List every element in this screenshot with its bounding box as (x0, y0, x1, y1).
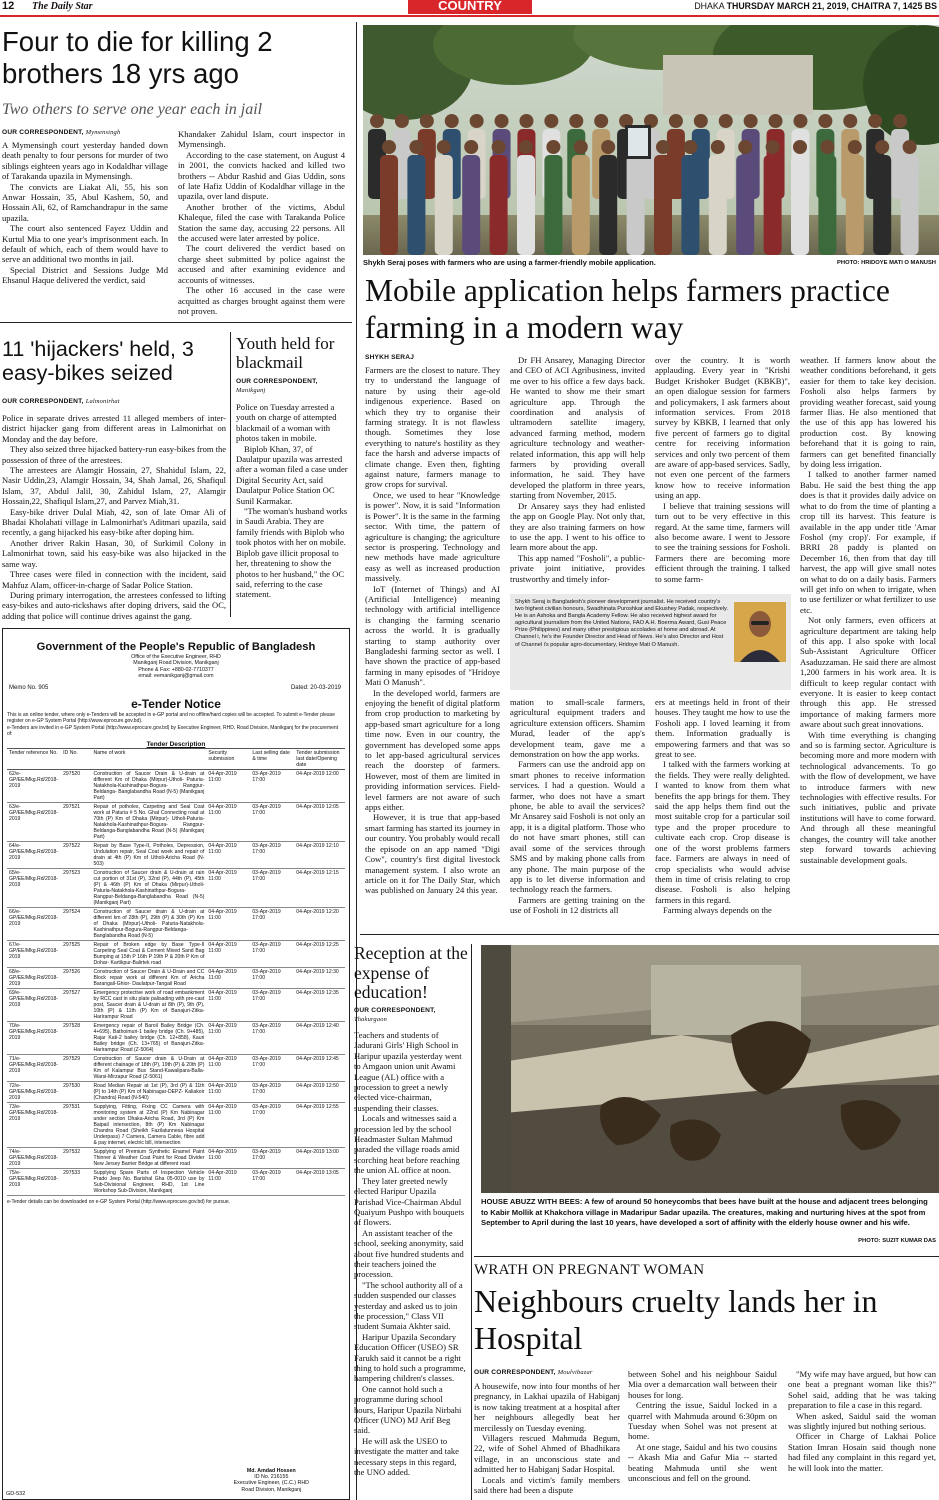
a4-col2b: mation to small-scale farmers, agricultural equipment traders and agriculture extension officers. Shamim Murad, leader of the app's development team, gave me a demonstration on how the app works. Farmers can use the android app on smart phones to receive information services. I had a question. Would a farmer, who does not have a smart phone, be able to avail the services? Mr Ansarey said Fosholi is not only an app, it is a digital platform. Those who do not have smart phones, still can avail some of the services through SMS and by making phone calls from any phone. The main purpose of the app is to let diverse information and technology reach the farmers. Farmers are getting training on the use of Fosholi in 12 districts all (510, 697, 645, 916)
person-silhouette (435, 155, 453, 255)
farmers-group-photo (363, 25, 939, 255)
tender-cell: 03-Apr-2019 17:00 (250, 989, 294, 1022)
person-head (793, 114, 807, 128)
tender-cell: 04-Apr-2019 12:30 (294, 968, 345, 989)
tender-cell: Repair by Base Type-II, Potholes, Depression, Undulation repair, Seal Coat woek and repair of drain at 4th (P) Km of Utholi-Aricha Road (N-503) (93, 843, 205, 867)
tender-cell: 04-Apr-2019 11:00 (206, 989, 250, 1022)
tender-cell: 70/e-GP/EE/Mkg.Rd/2018-2019 (7, 1022, 61, 1055)
person-head (601, 140, 615, 154)
person-head (848, 140, 862, 154)
person-head (683, 140, 697, 154)
person-silhouette (544, 155, 562, 255)
tender-gov: Government of the People's Republic of Bangladesh (36, 641, 316, 653)
tender-cell: 04-Apr-2019 12:55 (294, 1103, 345, 1148)
tender-row (7, 1082, 345, 1103)
person-head (594, 114, 608, 128)
tender-cell: 03-Apr-2019 17:00 (250, 770, 294, 803)
a4-col2: Dr FH Ansarey, Managing Director and CEO of ACI Agribusiness, invited me over to his office a few days back. He wanted to show me their smart agriculture app. Through the coordination and analysis of ultramodern satellite imagery, advanced farming method, modern agriculture technology and weather-related information, this app will help farmers by providing overall information, he said. They have developed the platform in three years, starting from November, 2015. Dr Ansarey says they had enlisted the app on Google Play. Not only that, they are also training farmers on how to use the app. I went to his office to learn more about the app. This app named "Fosholi", a public-private joint initiative, provides trustworthy and timely infor- (510, 355, 645, 584)
tender-cell: 297532 (61, 1148, 91, 1169)
a2-headline: 11 'hijackers' held, 3 easy-bikes seized (2, 337, 194, 385)
tender-cell: 63/e-GP/EE/Mkg.Rd/2018-2019 (7, 803, 61, 842)
tender-table: Tender reference No. ID No. Name of work Security submission Last selling date & time Tender submission last date/Opening date 62/e-GP/EE/Mkg.Rd/2018-2019 297520 Construction of Saucer Drain & U-drain at different Km of Dhaka (Mirpur)-Utholi- Paturia-Natakhola-Kashinathpur-Bogura- Rangpur- Beldanga- Banglabandha Road (N-5) (Manikganj Part) 04-Apr-2019 11:00 03-Apr-2019 17:00 04-Apr-2019 12:00 63/e-GP/EE/Mkg.Rd/2018-2019 297521 Repair of potholes, Carpeting and Seal Coat work at Paturia # 5 No. Ghat Connecting road at 70th (P) Km of Dhaka (Mirpur)- Utholi-Paturia-Natakhola-Kashinathpur-Bogura- Rangpur- Beldanga-Banglabandha Road (N-5) (Manikganj Part) 04-Apr-2019 11:00 03-Apr-2019 17:00 04-Apr-2019 12:05 64/e-GP/EE/Mkg.Rd/2018-2019 297522 Repair by Base Type-II, Potholes, Depression, Undulation repair, Seal Coat woek and repair of drain at 4th (P) Km of Utholi-Aricha Road (N-503) 04-Apr-2019 11:00 03-Apr-2019 17:00 04-Apr-2019 12:10 65/e-GP/EE/Mkg.Rd/2018-2019 297523 Construction of Saucer drain & U-drain at rain cut portion of 31st (P), 32nd (P), 44th (P), 45th (P) & 46th (P) Km of Dhaka (Mirpur)-Utholi-Paturia-Natakhola-Kashinathpur-Bogura-Rangpur-Beldanga-Banglabandha Road (N-5) (Manikganj Part) 04-Apr-2019 11:00 03-Apr-2019 17:00 04-Apr-2019 12:15 66/e-GP/EE/Mkg.Rd/2018-2019 297524 Construction of Saucer drain & U-drain at different km of 28th (P), 29th (P) & 30th (P) Km of Dhaka (Mirpur)-Utholi- Paturia-Natakhola- Kashinathpur-Bogura-Rangpur-Beldanga-Banglabandha Road (N-5) 04-Apr-2019 11:00 03-Apr-2019 17:00 04-Apr-2019 12:20 67/e-GP/EE/Mkg.Rd/2018-2019 297525 Repair of Broken edge by Base Type-II Carpeting Seal Coat & Cement Mixed Sand Bag Bumping at 15th P 16th P 19th P & 20th P Km of Dohar- Kartikpur-Balirtek road 04-Apr-2019 11:00 03-Apr-2019 17:00 04-Apr-2019 12:25 68/e-GP/EE/Mkg.Rd/2018-2019 297526 Construction of Saucer Drain & U-Drain and CC Block repair work at different Km of Aricha Barangail-Ghior- Daulatpur-Tangail Road 04-Apr-2019 11:00 03-Apr-2019 17:00 04-Apr-2019 12:30 69/e-GP/EE/Mkg.Rd/2018-2019 297527 Emergency protective work of road embankment by RCC cast in situ plate palisading with pre-cast post, Saucer drain & U-drain at 8th (P), 9th (P), 10th (P) & 11th (P) Km of Banajuri-Zitka-Harirampur Road 04-Apr-2019 11:00 03-Apr-2019 17:00 04-Apr-2019 12:35 70/e-GP/EE/Mkg.Rd/2018-2019 297528 Emergency repair of Baroil Bailey Bridge (Ch. 4+695), Bathoimuri-1 bailey bridge (Ch. 9+485), Rajar Kati-2 bailey bridge (Ch. 12+858), Kauri Bailey bridge (Ch. 13+765) of Banajuri-Zitka- Harirampur Road (Z-5064) 04-Apr-2019 11:00 03-Apr-2019 17:00 04-Apr-2019 12:40 71/e-GP/EE/Mkg.Rd/2018-2019 297529 Construction of Saucer drain & U-Drain at different chainage of 18th (P), 19th (P) & 20th (P) Km of Kalampur Bus Stand-Kawalipara-Balla-Warsi-Mirzapur Road (Z-5061) 04-Apr-2019 11:00 03-Apr-2019 17:00 04-Apr-2019 12:45 72/e-GP/EE/Mkg.Rd/2018-2019 297530 Road Median Repair at 1st (P), 3rd (P) & 11th (P) to 14th (P) Km of Nabinagar-DEPZ- Kaliakoir (Chandra) Road (N-540) 04-Apr-2019 11:00 03-Apr-2019 17:00 04-Apr-2019 12:50 73/e-GP/EE/Mkg.Rd/2018-2019 297531 Supplying, Fitting, Fixing CC Camera with monitoring system at 22nd (P) Km Nabinagar under section Dhaka-Aricha Road, 3rd (P) Km Baipail intersection, 8th (P) Km Nabinagar Chandra Road (Sheikh Fazilatunnesa Hospital Underpass) 7 Camera, Camera Cable, fibre add & pay internet, electric bill, intersection 04-Apr-2019 11:00 03-Apr-2019 17:00 04-Apr-2019 12:55 74/e-GP/EE/Mkg.Rd/2018-2019 297532 Supplying of Premium Synthetic Enamel Paint Thinner & Weather Coat Paint for Road Divider New Jersey Barrier Bridge at different road 04-Apr-2019 11:00 03-Apr-2019 17:00 04-Apr-2019 13:00 75/e-GP/EE/Mkg.Rd/2018-2019 297533 Supplying Spare Parts of Inspection Vehicle Prado Jeep No. Barishal Gha 05-0010 use by Sub-Divisional Engineer, RHD, 1st Line Workshop Sub-Division, Manikganj 04-Apr-2019 11:00 03-Apr-2019 17:00 04-Apr-2019 13:05 (7, 748, 345, 1196)
person-head (711, 140, 725, 154)
tender-office: Office of the Executive Engineer, RHD Manikganj Road Division, Manikganj Phone & Fax: +880-02-7710377 email: eemanikganj@gmail.com (131, 654, 221, 679)
tender-row (7, 1169, 345, 1196)
tender-cell: Emergency protective work of road embankment by RCC cast in situ plate palisading with pre-cast post, Saucer drain & U-drain at 8th (P), 9th (P), 10th (P) & 11th (P) Km of Banajuri-Zitka-Harirampur Road (93, 990, 205, 1020)
paper-name: The Daily Star (32, 1, 93, 12)
a2-byline: OUR CORRESPONDENT, Lalmonirhat (2, 398, 120, 405)
section-tab (408, 0, 532, 14)
tender-cell: 297525 (61, 941, 91, 968)
tender-cell: 72/e-GP/EE/Mkg.Rd/2018-2019 (7, 1082, 61, 1103)
a4-byline: SHYKH SERAJ (365, 354, 415, 361)
person-head (470, 114, 484, 128)
a5-byline: OUR CORRESPONDENT, Thakurgaon (354, 1007, 436, 1023)
tender-row (7, 968, 345, 989)
tender-cell: 69/e-GP/EE/Mkg.Rd/2018-2019 (7, 989, 61, 1022)
dateline (694, 1, 937, 11)
tender-cell: Road Median Repair at 1st (P), 3rd (P) & 11th (P) to 14th (P) Km of Nabinagar-DEPZ- Kaliakoir (Chandra) Road (N-540) (93, 1083, 205, 1101)
tender-cell: Repair of potholes, Carpeting and Seal Coat work at Paturia # 5 No. Ghat Connecting road at 70th (P) Km of Dhaka (Mirpur)- Utholi-Paturia-Natakhola-Kashinathpur-Bogura- Rangpur- Beldanga-Banglabandha Road (N-5) (Manikganj Part) (93, 804, 205, 840)
a5-headline: Reception at the expense of education! (354, 943, 468, 1002)
person-head (903, 140, 917, 154)
a7-byline: OUR CORRESPONDENT, Moulvibazar (474, 1369, 593, 1376)
tender-cell: 03-Apr-2019 17:00 (250, 1148, 294, 1169)
person-head (766, 140, 780, 154)
dateline-local: CHAITRA 7, 1425 BS (851, 1, 937, 11)
tender-cell: 04-Apr-2019 13:00 (294, 1148, 345, 1169)
person-head (793, 140, 807, 154)
tender-cell: 297528 (61, 1022, 91, 1055)
tender-cell: 297526 (61, 968, 91, 989)
bio-text: Shykh Seraj is Bangladesh's pioneer development journalist. He received country's two highest civilian honours, Swadhinata Puroshkar and Ekushey Padak, respectively. He is an Ashoka and Bangla Academy Fellow. He also received highest award for agricultural journalism from the United Nations, FAO A.H. Boerma Award, Gusi Peace Prize (Philippines) and many other prestigious accolades at home and abroad. At Channel i, he's the Founder Director and Head of News. He's also Director and Host of Channel i's popular agro-documentary, Hridoye Mati O Manush. (515, 599, 728, 648)
person-silhouette (627, 155, 645, 255)
tender-row (7, 1103, 345, 1148)
tender-cell: 03-Apr-2019 17:00 (250, 803, 294, 842)
person-head (656, 140, 670, 154)
tender-cell: 03-Apr-2019 17:00 (250, 968, 294, 989)
tender-footer: e-Tender details can be downloaded on e-GP System Portal (http://www.eprocure.gov.bd) for pursue. (7, 1199, 230, 1205)
a4-col3b: ers at meetings held in front of their houses. They taught me how to use the Fosholi app. I loved learning it from them. Information gradually is empowering farmers and that was so great to see. I talked with the farmers working at the fields. They were really delighted. I wanted to know from them what benefits the app brings for them. They said the app helps them find out the most suitable crop for a particular soil type and the proper procedure to cultivate each crop. Crop disease is one of the worst problems farmers face. Farmers are always in need of crop specialists who would advise them in time of crisis relating to crop disease. Fosholi is also helping farmers in this regard. Farming always depends on the (655, 697, 790, 916)
tender-row (7, 803, 345, 842)
person-silhouette (791, 155, 809, 255)
person-head (719, 114, 733, 128)
person-head (464, 140, 478, 154)
person-head (519, 114, 533, 128)
farmers-photo-credit: PHOTO: HRIDOYE MATI O MANUSH (837, 260, 936, 266)
tender-row (7, 842, 345, 869)
tender-cell: Construction of Saucer drain & U-drain at different km of 28th (P), 29th (P) & 30th (P) Km of Dhaka (Mirpur)-Utholi- Paturia-Natakhola- Kashinathpur-Bogura-Rangpur-Beldanga-Banglabandha Road (N-5) (93, 909, 205, 939)
tender-cell: Supplying of Premium Synthetic Enamel Paint Thinner & Weather Coat Paint for Road Divider New Jersey Barrier Bridge at different road (93, 1149, 205, 1167)
person-silhouette (846, 155, 864, 255)
tender-cell: Construction of Saucer drain & U-Drain at different chainage of 18th (P), 19th (P) & 20th (P) Km of Kalampur Bus Stand-Kawalipara-Balla-Warsi-Mirzapur Road (Z-5061) (93, 1056, 205, 1080)
tender-cell: Construction of Saucer Drain & U-drain at different Km of Dhaka (Mirpur)-Utholi- Paturia-Natakhola-Kashinathpur-Bogura- Rangpur- Beldanga- Banglabandha Road (N-5) (Manikganj Part) (93, 771, 205, 801)
tender-cell: 297520 (61, 770, 91, 803)
tender-cell: 03-Apr-2019 17:00 (250, 1082, 294, 1103)
tender-cell: 03-Apr-2019 17:00 (250, 941, 294, 968)
tender-cell: 04-Apr-2019 11:00 (206, 1169, 250, 1196)
person-head (519, 140, 533, 154)
tender-row (7, 770, 345, 803)
tender-cell: Repair of Broken edge by Base Type-II Carpeting Seal Coat & Cement Mixed Sand Bag Bumping at 15th P 16th P 19th P & 20th P Km of Dohar- Kartikpur-Balirtek road (93, 942, 205, 966)
tender-cell: 04-Apr-2019 12:50 (294, 1082, 345, 1103)
tender-cell: 04-Apr-2019 11:00 (206, 1022, 250, 1055)
tender-row (7, 869, 345, 908)
a1-col1: A Mymensingh court yesterday handed down death penalty to four persons for murder of two siblings eighteen years ago in Kodaldhar village of Tarakanda upazila in Mymensingh. The convicts are Liakat Ali, 55, his son Anwar Hossain, 35, Abul Kashem, 50, and Hossain Ali, 62, of Ramchandrapur in the same upazila. The court also sentenced Fayez Uddin and Kurtul Mia to one year's imprisonment each. In default of which, each of them would have to serve an additional two months in jail. Special District and Sessions Judge Md Ehsanul Haque delivered the verdict, said (2, 140, 168, 286)
tender-sign: Md. Amdad Hossen ID No. 216155 Executive Engineer, (C.C.) RHD Road Division, Manikganj (233, 1467, 309, 1493)
person-head (382, 140, 396, 154)
tender-cell: 64/e-GP/EE/Mkg.Rd/2018-2019 (7, 842, 61, 869)
a4-col4: weather. If farmers know about the weather conditions beforehand, it gets easier for them to take key decision. Fosholi also helps farmers by providing weather forecast, said young farmer Ilias. He also mentioned that the use of this app has lowered his production cost. By knowing beforehand that it is going to rain, farmers can get benefited financially by doing less irrigation. I talked to another farmer named Babu. He said the best thing the app does is that it provides daily advice on what to do from the time of planting a crop till its harvest. This feature is available in the app under title 'Amar Foshol (my crop)'. For example, if BRRI 28 paddy is planted on December 16, then from that day till harvest, the app will give small notes on what to do on a daily basis. Farmers will get info on when to irrigate, when to use fertilizer or what fertilizer to use etc. Not only farmers, even officers at agriculture department are taking help of this app. I also spoke with local Sub-Assistant Agriculture Officer Asaduzzaman. He said there are almost 1,200 farmers in his work area. It is difficult to keep regular contact with everyone. It is easier to keep contact through this app. He stressed importance of making farmers more aware about such great innovations. With time everything is changing and so is farming sector. Agriculture is becoming more and more modern with technological advancements. To go with the flow of development, we have to introduce farmers with new technologies with effective results. For such initiatives, public and private institutions will have to come forward. And through all these meaningful changes, the country will take another step forward towards achieving sustainable development goals. (800, 355, 936, 865)
a2-body: Police in separate drives arrested 11 alleged members of inter-district hijacker gang from different areas in Lalmonirhat on Monday and the day before. They also seized three hijacked battery-run easy-bikes from the possession of three of the arrestees. The arrestees are Alamgir Hossain, 27, Shahidul Islam, 22, Nasir Uddin,23, Alamgir Hossain, 34, Shah Jamal, 26, Shafiqul Islam, 37, Abdul Jalil, 30, Zahidul Islam, 27, Alamgir Hossain,22, Shafiqul Islam,27, and Parvez Miah,31. Easy-bike driver Dulal Miah, 42, son of late Omar Ali of Bhadai Kholahati village in Lalmonirhat's Aditmari upazila, said recently, a gang hijacked his easy-bike after doping him. Another driver Rakin Hasan, 30, of Surkimil Colony in Lalmonirhat town, said his easy-bike was also hijacked in the same way. Three cases were filed in connection with the incident, said Mahfuz Alam, officer-in-charge of Sadar Police Station. During primary interrogation, the arrestees confessed to lifting easy-bikes and auto-rickshaws after doping drivers, said the OC, adding that police will continue drives against the gang. (2, 413, 226, 621)
person-head (574, 140, 588, 154)
tender-memo: Memo No. 905 (9, 685, 49, 692)
tender-cell: Emergency repair of Baroil Bailey Bridge (Ch. 4+695), Bathoimuri-1 bailey bridge (Ch. 9+485), Rajar Kati-2 bailey bridge (Ch. 12+858), Kauri Bailey bridge (Ch. 13+765) of Banajuri-Zitka- Harirampur Road (Z-5064) (93, 1023, 205, 1053)
person-silhouette (818, 155, 836, 255)
tender-cell: 04-Apr-2019 11:00 (206, 968, 250, 989)
person-head (843, 114, 857, 128)
page-header (0, 0, 939, 14)
person-silhouette (462, 155, 480, 255)
tender-notice (2, 628, 350, 1500)
tender-cell: 03-Apr-2019 17:00 (250, 908, 294, 941)
tender-title: e-Tender Notice (131, 697, 221, 712)
tender-cell: 03-Apr-2019 17:00 (250, 842, 294, 869)
person-head (868, 114, 882, 128)
tender-cell: 03-Apr-2019 17:00 (250, 1055, 294, 1082)
tender-cell: 297530 (61, 1082, 91, 1103)
tender-cell: Supplying Spare Parts of Inspection Vehicle Prado Jeep No. Barishal Gha 05-0010 use by Sub-Divisional Engineer, RHD, 1st Line Workshop Sub-Division, Manikganj (93, 1170, 205, 1194)
tender-cell: 62/e-GP/EE/Mkg.Rd/2018-2019 (7, 770, 61, 803)
bees-caption: HOUSE ABUZZ WITH BEES: A few of around 50 honeycombs that bees have built at the house and adjacent trees belonging to Kabir Mollik at Khakchora village in Madaripur Sadar upazila. The creatures, making and nurturing hives at the spot from September to April during the last 10 years, have developed a sort of affinity with the elderly house owner and his wife. (481, 1197, 928, 1227)
tender-cell: 03-Apr-2019 17:00 (250, 1022, 294, 1055)
tender-cell: 04-Apr-2019 12:45 (294, 1055, 345, 1082)
tender-cell: 68/e-GP/EE/Mkg.Rd/2018-2019 (7, 968, 61, 989)
person-head (437, 140, 451, 154)
person-silhouette (873, 155, 891, 255)
a4-col1: Farmers are the closest to nature. They try to understand the language of nature by using their age-old indigenous experience. Based on which they try to organise their farming strategy. It is not flawless though. Sometimes they lose everything to nature's hostility as they face the harsh and adverse impacts of climate change. Even then, fighting against nature, farmers manage to grow crops for survival. Once, we used to hear "Knowledge is power". Now, it is said "Information is Power". It is the same in the farming sector. With time, the pattern of agriculture is changing; the agriculture sector is prospering. Technology and new methods have made agriculture easy as well as increased production massively. IoT (Internet of Things) and AI (Artificial Intelligence) meaning technology with artificial intelligence is changing the farming scenario across the world. It is gradually starting to stamp authority over Bangladeshi farming sector as well. I have shown the practice of app-based farming in many episodes of "Hridoye Mati O Manush". In the developed world, farmers are enjoying the benefit of digital platform from crop production to marketing by app-based smart agriculture for a long time now. Even in our country, the government has developed some apps to let app-based agricultural services reach the doorstep of farmers. However, most of them are limited in providing information services. Field-level farmers are not aware of such apps either. However, it is true that app-based smart farming has started its journey in our country. You probably would recall the episode on an app named "Digi Cow", country's first digital livestock management system. I also wrote an article on it for The Daily Star, which was published on January 24 this year. (365, 365, 500, 896)
tender-gd: GD-532 (6, 1491, 26, 1497)
tender-cell: 66/e-GP/EE/Mkg.Rd/2018-2019 (7, 908, 61, 941)
tender-cell: 04-Apr-2019 11:00 (206, 803, 250, 842)
page-number: 12 (2, 0, 15, 12)
tender-cell: 04-Apr-2019 11:00 (206, 842, 250, 869)
farmers-photo-caption: Shykh Seraj poses with farmers who are using a farmer-friendly mobile application. (363, 258, 656, 267)
tender-cell: 04-Apr-2019 13:05 (294, 1169, 345, 1196)
tender-cell: 04-Apr-2019 11:00 (206, 869, 250, 908)
a7-col2: between Sohel and his neighbour Saidul Mia over a demarcation wall between their houses for long. Centring the issue, Saidul locked in a quarrel with Mahmuda around 6:30pm on Tuesday when Sohel was not present at home. At one stage, Saidul and his two cousins -- Akash Mia and Gafur Mia -- started beating Mahmuda until she went unconscious and fell on the ground. (628, 1369, 777, 1484)
tender-cell: 04-Apr-2019 12:40 (294, 1022, 345, 1055)
person-silhouette (654, 155, 672, 255)
tender-cell: 297533 (61, 1169, 91, 1196)
tender-cell: 04-Apr-2019 12:35 (294, 989, 345, 1022)
person-head (569, 114, 583, 128)
tender-cell: 03-Apr-2019 17:00 (250, 1169, 294, 1196)
tender-row (7, 941, 345, 968)
person-head (769, 114, 783, 128)
tender-cell: 297523 (61, 869, 91, 908)
tender-desc-label: Tender Description (146, 741, 206, 748)
tender-cell: 04-Apr-2019 11:00 (206, 1148, 250, 1169)
tender-cell: 67/e-GP/EE/Mkg.Rd/2018-2019 (7, 941, 61, 968)
person-head (546, 140, 560, 154)
person-head (492, 140, 506, 154)
person-silhouette (599, 155, 617, 255)
person-silhouette (490, 155, 508, 255)
person-silhouette (764, 155, 782, 255)
tender-cell: 73/e-GP/EE/Mkg.Rd/2018-2019 (7, 1103, 61, 1148)
person-head (544, 114, 558, 128)
person-head (744, 114, 758, 128)
a5-body: Teachers and students of Jadurani Girls' High School in Haripur upazila yesterday went to Amgaon union unit Awami League (AL) office with a procession to greet a newly elected vice-chairman, suspending their classes. Locals and witnesses said a procession led by the school Headmaster Sultan Mahmud paraded the village roads amid scorching heat before reaching the union AL office at noon. They later greeted newly elected Haripur Upazila Parishad Vice-Chairman Abdul Quaiyum Pushpo with bouquets of flowers. An assistant teacher of the school, seeking anonymity, said about five hundred students and their teachers joined the procession. "The school authority all of a sudden suspended our classes yesterday and asked us to join the procession," Class VII student Sumaia Akhter said. Haripur Upazila Secondary Education Officer (USEO) SR Farukh said it cannot be a right thing to hold such a programme, hampering children's classes. One cannot hold such a programme during school hours, Haripur Upazila Nirbahi Officer (UNO) MJ Arif Beg said. He will ask the USEO to investigate the matter and take necessary steps in this regard, the UNO added. (354, 1030, 466, 1478)
tender-cell: 04-Apr-2019 11:00 (206, 908, 250, 941)
tender-cell: 04-Apr-2019 11:00 (206, 1055, 250, 1082)
a7-col3: "My wife may have argued, but how can one beat a pregnant woman like this?" Sohel said, adding that he was taking preparation to file a case in this regard. When asked, Saidul said the woman was slightly injured but nothing serious. Officer in Charge of Lakhai Police Station Imran Hosain said though none had filed any complaint in this regard yet, he will look into the matter. (788, 1369, 936, 1473)
a1-headline: Four to die for killing 2 brothers 18 yrs ago (2, 26, 273, 89)
dateline-place: DHAKA (694, 1, 725, 11)
tender-cell: 04-Apr-2019 11:00 (206, 1103, 250, 1148)
tender-cell: 74/e-GP/EE/Mkg.Rd/2018-2019 (7, 1148, 61, 1169)
person-head (694, 114, 708, 128)
a7-col1: A housewife, now into four months of her pregnancy, in Lakhai upazila of Habiganj is now taking treatment at a hospital after her neighbours allegedly beat her mercilessly on Tuesday evening. Villagers rescued Mahmuda Begum, 22, wife of Sohel Ahmed of Bhadhikara village, in an unconscious state and admitted her to Habiganj Sadar Hospital. Locals and victim's family members said there had been a dispute (474, 1381, 620, 1496)
tender-row (7, 989, 345, 1022)
bees-credit: PHOTO: SUZIT KUMAR DAS (858, 1238, 936, 1244)
a1-deck: Two others to serve one year each in jail (2, 101, 263, 118)
tender-cell: 04-Apr-2019 11:00 (206, 770, 250, 803)
tender-intro: This is an online tender, where only e-Tenders will be accepted in e-GP portal and no offline/hard copies will be accepted. To submit e-Tender please register on e-GP System Portal (http://www.eprocure.gov.bd). e-Tenders are invited in e-GP System Portal (http://www.eprocure.gov.bd) by Executive Engineer, RHD, Road Division, Manikganj for the procurement of: (7, 712, 339, 737)
a3-headline: Youth held for blackmail (236, 334, 335, 372)
tender-cell: 297524 (61, 908, 91, 941)
person-head (669, 114, 683, 128)
person-head (738, 140, 752, 154)
dateline-date: THURSDAY MARCH 21, 2019, (726, 1, 849, 11)
tender-cell: 297522 (61, 842, 91, 869)
person-silhouette (681, 155, 699, 255)
tender-cell: Construction of Saucer Drain & U-Drain and CC Block repair work at different Km of Aricha Barangail-Ghior- Daulatpur-Tangail Road (93, 969, 205, 987)
tender-cell: 297527 (61, 989, 91, 1022)
person-head (893, 114, 907, 128)
person-head (875, 140, 889, 154)
person-head (409, 140, 423, 154)
person-head (495, 114, 509, 128)
a1-col2: Khandaker Zahidul Islam, court inspector in Mymensingh. According to the case statement, on August 4 in 2001, the convicts hacked and killed two brothers -- Abdur Rashid and Gias Uddin, sons of late Hafiz Uddin of Kodaldhar village in the upazila, over land dispute. Another brother of the victims, Abdul Khaleque, filed the case with Tarakanda Police Station the same day, accusing 22 persons. All the accused were later arrested by police. The court delivered the verdict based on charge sheet submitted by police against the accused and after examining evidence and accounts of witnesses. The other 16 accused in the case were acquitted as charges brought against them were not proven. (178, 129, 345, 316)
tender-cell: 297529 (61, 1055, 91, 1082)
person-silhouette (572, 155, 590, 255)
tender-cell: 04-Apr-2019 12:20 (294, 908, 345, 941)
person-silhouette (407, 155, 425, 255)
tender-cell: 04-Apr-2019 11:00 (206, 941, 250, 968)
tender-cell: 04-Apr-2019 11:00 (206, 1082, 250, 1103)
person-silhouette (517, 155, 535, 255)
person-head (818, 114, 832, 128)
person-head (820, 140, 834, 154)
person-silhouette (901, 155, 919, 255)
person-silhouette (380, 155, 398, 255)
person-head (395, 114, 409, 128)
tender-dated: Dated: 20-03-2019 (290, 685, 341, 692)
bees-photo (481, 945, 939, 1193)
tender-cell: Supplying, Fitting, Fixing CC Camera with monitoring system at 22nd (P) Km Nabinagar under section Dhaka-Aricha Road, 3rd (P) Km Baipail intersection, 8th (P) Km Nabinagar Chandra Road (Sheikh Fazilatunnesa Hospital Underpass) 7 Camera, Camera Cable, fibre add & pay internet, electric bill, intersection (93, 1104, 205, 1146)
a3-body: Police on Tuesday arrested a youth on charge of attempted blackmail of a woman with photos taken in mobile. Biplob Khan, 37, of Daulatpur upazila was arrested after a woman filed a case under Digital Security Act, said Daulatpur Police Station OC Sunil Karmakar. "The woman's husband works in Saudi Arabia. They are family friends with Biplob who took photos with her on mobile. Biplob gave illicit proposal to her, threatening to show the photos to her husband," the OC said, referring to the case statement. (236, 402, 348, 600)
author-portrait (734, 602, 786, 662)
tender-row (7, 908, 345, 941)
tender-cell: 297521 (61, 803, 91, 842)
tender-cell: 04-Apr-2019 12:10 (294, 842, 345, 869)
person-silhouette (709, 155, 727, 255)
a1-byline: OUR CORRESPONDENT, Mymensingh (2, 129, 121, 136)
a7-headline: Neighbours cruelty lands her in Hospital (474, 1283, 878, 1356)
tender-row (7, 1055, 345, 1082)
tender-row (7, 1022, 345, 1055)
person-head (420, 114, 434, 128)
tender-cell: 65/e-GP/EE/Mkg.Rd/2018-2019 (7, 869, 61, 908)
tender-cell: 04-Apr-2019 12:05 (294, 803, 345, 842)
a4-headline: Mobile application helps farmers practice farming in a modern way (365, 273, 890, 345)
tender-cell: 297531 (61, 1103, 91, 1148)
tender-cell: 04-Apr-2019 12:00 (294, 770, 345, 803)
person-silhouette (736, 155, 754, 255)
tender-cell: 03-Apr-2019 17:00 (250, 1103, 294, 1148)
section-label: COUNTRY (438, 0, 502, 13)
person-head (370, 114, 384, 128)
a3-byline: OUR CORRESPONDENT, Manikganj (236, 378, 318, 394)
tender-cell: 03-Apr-2019 17:00 (250, 869, 294, 908)
tender-row (7, 1148, 345, 1169)
tender-cell: 75/e-GP/EE/Mkg.Rd/2018-2019 (7, 1169, 61, 1196)
author-bio-box (510, 594, 791, 690)
person-head (445, 114, 459, 128)
tender-cell: 04-Apr-2019 12:15 (294, 869, 345, 908)
tender-cell: 71/e-GP/EE/Mkg.Rd/2018-2019 (7, 1055, 61, 1082)
tender-cell: Construction of Saucer drain & U-drain at rain cut portion of 31st (P), 32nd (P), 44th (P), 45th (P) & 46th (P) Km of Dhaka (Mirpur)-Utholi-Paturia-Natakhola-Kashinathpur-Bogura-Rangpur-Beldanga-Banglabandha Road (N-5) (Manikganj Part) (93, 870, 205, 906)
a7-kicker: WRATH ON PREGNANT WOMAN (474, 1262, 705, 1278)
a4-col3: over the country. It is worth applauding. Every year in "Krishi Budget Krishoker Budget (KBKB)", an open dialogue session for farmers and policymakers, I ask farmers about information services. From 2018 survey by KBKB, I learned that only five percent of farmers go to digital centre for receiving information services and only two percent of them are aware of app-based services. Sadly, not even one percent of the farmers know how to receive information using an app. I believe that training sessions will turn out to be very effective in this regard. At the same time, farmers will also become aware. I went to Jessore to see the training sessions for Fosholi. Farmers there are becoming more efficient through the training. I talked to some farm- (655, 355, 790, 584)
tender-cell: 04-Apr-2019 12:25 (294, 941, 345, 968)
